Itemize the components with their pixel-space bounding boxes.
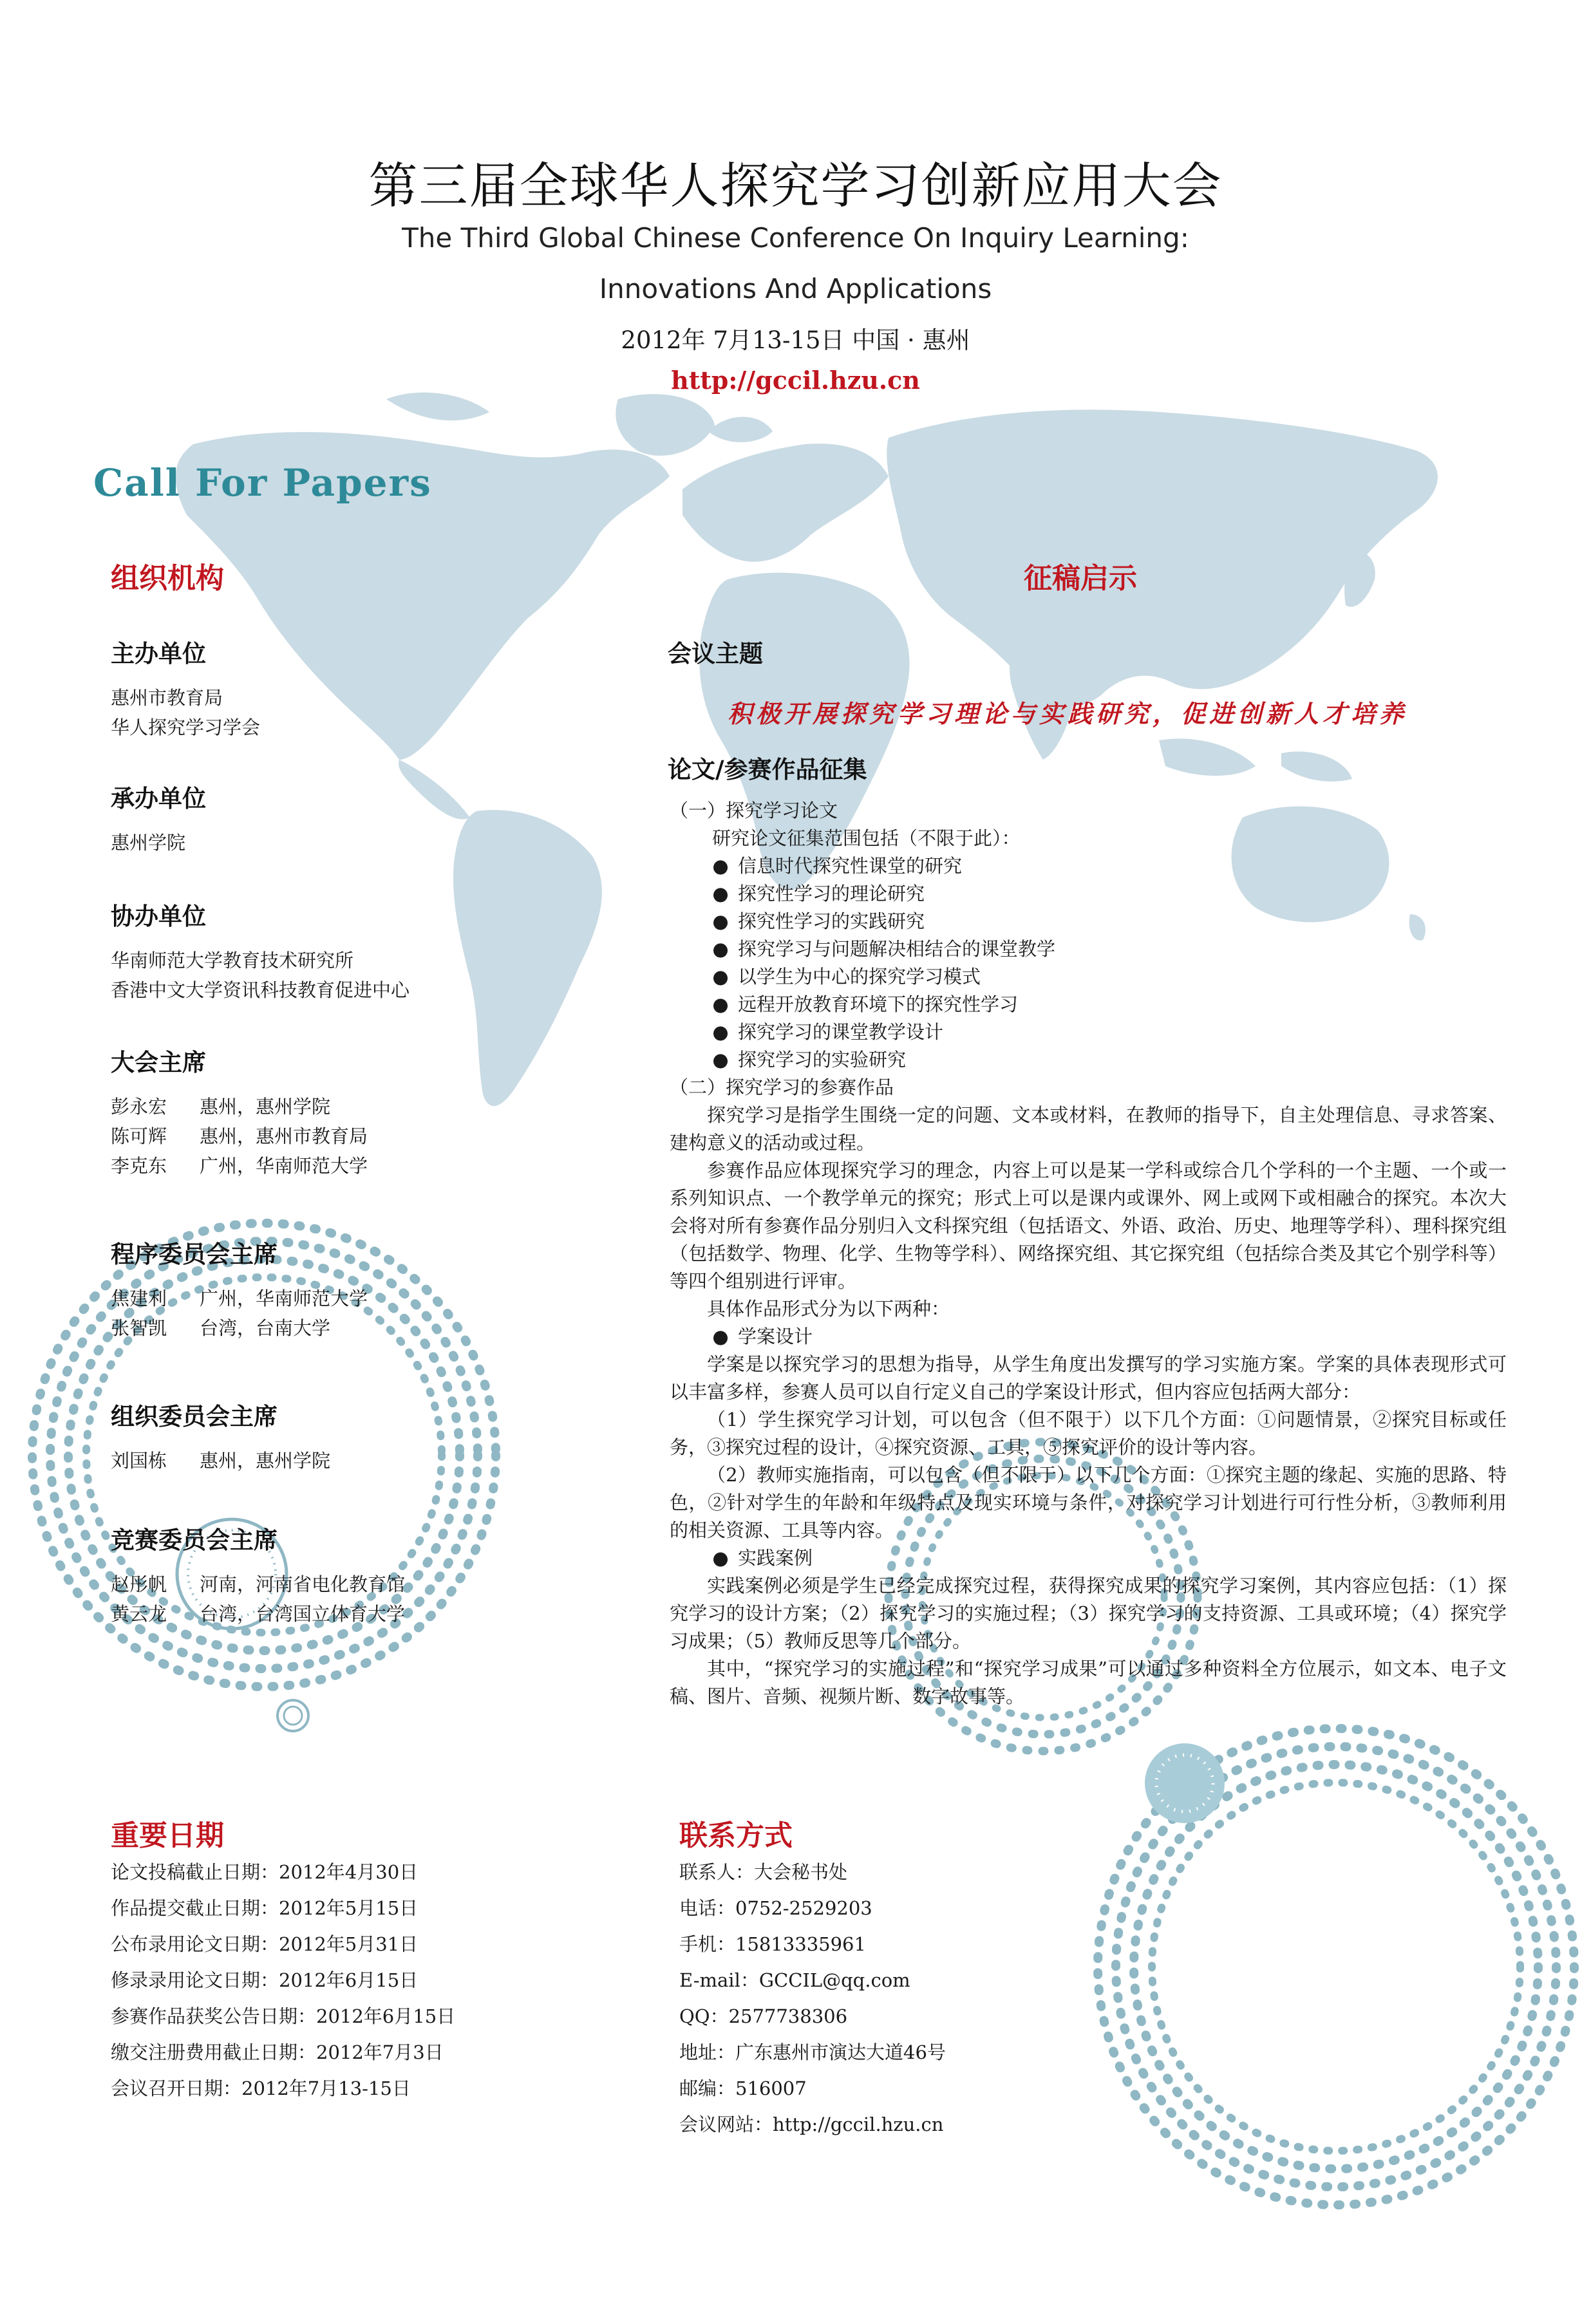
list-item	[703, 963, 1507, 991]
person-row	[111, 1313, 664, 1343]
section-intro: 研究论文征集范围包括（不限于此）：	[712, 827, 1021, 849]
org-heading: 组织机构	[111, 562, 224, 595]
contact-email[interactable]: E-mail：GCCIL@qq.com	[679, 1969, 910, 1991]
teal-dot-cluster	[1145, 1743, 1225, 1823]
list-item: 手机：15813335961	[679, 1933, 866, 1955]
list-item: 论文投稿截止日期：2012年4月30日	[111, 1861, 419, 1883]
list-item-text: 探究性学习的理论研究	[738, 883, 925, 904]
person-affil: 河南，河南省电化教育馆	[200, 1573, 406, 1595]
person-name: 焦建利	[111, 1288, 167, 1309]
organizer-item: 惠州学院	[111, 832, 186, 854]
coorganizer-item: 华南师范大学教育技术研究所	[111, 950, 354, 971]
list-item-text: 探究学习的实验研究	[738, 1049, 907, 1071]
list-item	[670, 1323, 1507, 1351]
dates-list	[111, 1854, 664, 2106]
person-name: 彭永宏	[111, 1096, 167, 1118]
person-name: 黄云龙	[111, 1603, 167, 1625]
paragraph: 其中，“探究学习的实施过程”和“探究学习成果”可以通过多种资料全方位展示，如文本、电子文稿、图片、音频、视频片断、数字故事等。	[670, 1658, 1507, 1707]
person-row	[111, 1092, 664, 1121]
person-row	[111, 1151, 664, 1181]
contact-website[interactable]: 会议网站：http://gccil.hzu.cn	[679, 2113, 944, 2135]
conference-title-en-line2: Innovations And Applications	[599, 273, 992, 305]
bullet-icon: ●	[712, 993, 729, 1015]
person-row	[111, 1446, 664, 1476]
org-organizer-section	[111, 779, 664, 857]
person-name: 陈可辉	[111, 1125, 167, 1147]
person-name: 赵彤帆	[111, 1573, 167, 1595]
person-name: 李克东	[111, 1155, 167, 1177]
bullet-icon: ●	[712, 883, 729, 904]
topic-list	[670, 852, 1507, 1074]
bullet-icon: ●	[712, 910, 729, 932]
host-item: 华人探究学习学会	[111, 717, 261, 738]
person-affil: 惠州，惠州学院	[200, 1096, 331, 1118]
conference-theme: 积极开展探究学习理论与实践研究，促进创新人才培养	[728, 699, 1408, 728]
org-program-section	[111, 1235, 664, 1343]
org-coorganizer-section	[111, 897, 664, 1005]
contact-list	[679, 1854, 1323, 2142]
list-item-text: 以学生为中心的探究学习模式	[738, 966, 981, 988]
conference-date-place: 2012年 7月13-15日 中国 · 惠州	[621, 326, 970, 354]
person-affil: 惠州，惠州学院	[200, 1450, 331, 1472]
person-row	[111, 1570, 664, 1599]
bullet-icon: ●	[712, 966, 729, 988]
person-row	[111, 1284, 664, 1313]
list-item-text: 实践案例	[738, 1547, 813, 1569]
conference-url[interactable]: http://gccil.hzu.cn	[671, 366, 920, 395]
list-item: 公布录用论文日期：2012年5月31日	[111, 1933, 419, 1955]
org-organizing-section	[111, 1397, 664, 1476]
person-row	[111, 1121, 664, 1151]
list-item	[703, 935, 1507, 963]
collection-label: 论文/参赛作品征集	[668, 756, 867, 783]
paragraph: 参赛作品应体现探究学习的理念，内容上可以是某一学科或综合几个学科的一个主题、一个或一系列知识点、一个教学单元的探究；形式上可以是课内或课外、网上或网下或相融合的探究。本次大会将对所有参赛作品分别归入文科探究组（包括语文、外语、政治、历史、地理等学科）、理科探究组（包括数学、物理、化学、生物等学科）、网络探究组、其它探究组（包括综合类及其它个别学科等）等四个组别进行评审。	[670, 1159, 1507, 1292]
org-chairs-section	[111, 1043, 664, 1181]
list-item	[703, 991, 1507, 1018]
person-affil: 台湾，台湾国立体育大学	[200, 1603, 406, 1625]
bullet-icon: ●	[712, 855, 729, 877]
list-item: 修录录用论文日期：2012年6月15日	[111, 1969, 419, 1991]
list-item-text: 信息时代探究性课堂的研究	[738, 855, 963, 877]
org-competition-section	[111, 1521, 664, 1629]
list-item	[703, 1046, 1507, 1074]
list-item-text: 探究性学习的实践研究	[738, 910, 925, 932]
bullet-icon: ●	[712, 1326, 729, 1347]
paragraph: 学案是以探究学习的思想为指导，从学生角度出发撰写的学习实施方案。学案的具体表现形式可以丰富多样，参赛人员可以自行定义自己的学案设计形式，但内容应包括两大部分：	[670, 1353, 1507, 1403]
list-item-text: 探究学习的课堂教学设计	[738, 1021, 944, 1043]
bullet-icon: ●	[712, 1547, 729, 1569]
conference-title-en-line1: The Third Global Chinese Conference On Inquiry Learning:	[402, 222, 1189, 254]
list-item	[703, 1018, 1507, 1046]
list-item	[670, 1544, 1507, 1572]
paragraph: 实践案例必须是学生已经完成探究过程，获得探究成果的探究学习案例，其内容应包括：（1）探究学习的设计方案；（2）探究学习的实施过程；（3）探究学习的支持资源、工具或环境；（4）探究学习成果；（5）教师反思等几个部分。	[670, 1575, 1507, 1652]
dates-heading: 重要日期	[111, 1819, 224, 1852]
list-item-text: 探究学习与问题解决相结合的课堂教学	[738, 938, 1056, 960]
contact-heading: 联系方式	[679, 1819, 793, 1852]
paragraph: （1）学生探究学习计划，可以包含（但不限于）以下几个方面：①问题情景，②探究目标或任务，③探究过程的设计，④探究资源、工具，⑤探究评价的设计等内容。	[670, 1409, 1507, 1458]
list-item: 作品提交截止日期：2012年5月15日	[111, 1897, 419, 1919]
list-item: 会议召开日期：2012年7月13-15日	[111, 2077, 411, 2099]
person-affil: 台湾，台南大学	[200, 1317, 331, 1339]
list-item	[703, 908, 1507, 935]
list-item	[703, 852, 1507, 880]
bullet-icon: ●	[712, 1049, 729, 1071]
host-item: 惠州市教育局	[111, 687, 223, 709]
paragraph: （2）教师实施指南，可以包含（但不限于）以下几个方面：①探究主题的缘起、实施的思路、特色，②针对学生的年龄和年级特点及现实环境与条件，对探究学习计划进行可行性分析，③教师利用的相关资源、工具等内容。	[670, 1464, 1507, 1541]
section-title: （二）探究学习的参赛作品	[670, 1076, 894, 1098]
section-title: （一）探究学习论文	[670, 800, 838, 821]
person-row	[111, 1599, 664, 1629]
chairs-label: 大会主席	[111, 1049, 206, 1076]
person-affil: 广州，华南师范大学	[200, 1288, 368, 1309]
paragraph: 探究学习是指学生围绕一定的问题、文本或材料，在教师的指导下，自主处理信息、寻求答案、建构意义的活动或过程。	[670, 1104, 1507, 1154]
person-name: 刘国栋	[111, 1450, 167, 1472]
list-item: QQ：2577738306	[679, 2005, 848, 2027]
list-item: 地址：广东惠州市演达大道46号	[679, 2041, 946, 2063]
program-chairs-label: 程序委员会主席	[111, 1241, 278, 1268]
list-item-text: 学案设计	[738, 1326, 813, 1347]
bullet-icon: ●	[712, 938, 729, 960]
paragraph: 具体作品形式分为以下两种：	[707, 1298, 950, 1320]
list-item: 联系人：大会秘书处	[679, 1861, 848, 1883]
host-label: 主办单位	[111, 640, 206, 668]
call-heading: 征稿启示	[1024, 562, 1137, 595]
conference-title-cn: 第三届全球华人探究学习创新应用大会	[368, 157, 1223, 214]
call-body	[670, 797, 1507, 1710]
list-item-text: 远程开放教育环境下的探究性学习	[738, 993, 1019, 1015]
list-item: 邮编：516007	[679, 2077, 807, 2099]
list-item: 缴交注册费用截止日期：2012年7月3日	[111, 2041, 444, 2063]
person-affil: 惠州，惠州市教育局	[200, 1125, 368, 1147]
list-item: 电话：0752-2529203	[679, 1897, 872, 1919]
org-host-section	[111, 634, 664, 742]
theme-label: 会议主题	[668, 640, 763, 668]
person-affil: 广州，华南师范大学	[200, 1155, 368, 1177]
coorganizer-label: 协办单位	[111, 903, 206, 930]
list-item: 参赛作品获奖公告日期：2012年6月15日	[111, 2005, 456, 2027]
competition-chairs-label: 竞赛委员会主席	[111, 1526, 278, 1554]
person-name: 张智凯	[111, 1317, 167, 1339]
coorganizer-item: 香港中文大学资讯科技教育促进中心	[111, 979, 410, 1001]
organizing-chairs-label: 组织委员会主席	[111, 1403, 278, 1430]
bullet-icon: ●	[712, 1021, 729, 1043]
organizer-label: 承办单位	[111, 785, 206, 812]
list-item	[703, 880, 1507, 908]
call-for-papers-banner: Call For Papers	[93, 461, 432, 505]
